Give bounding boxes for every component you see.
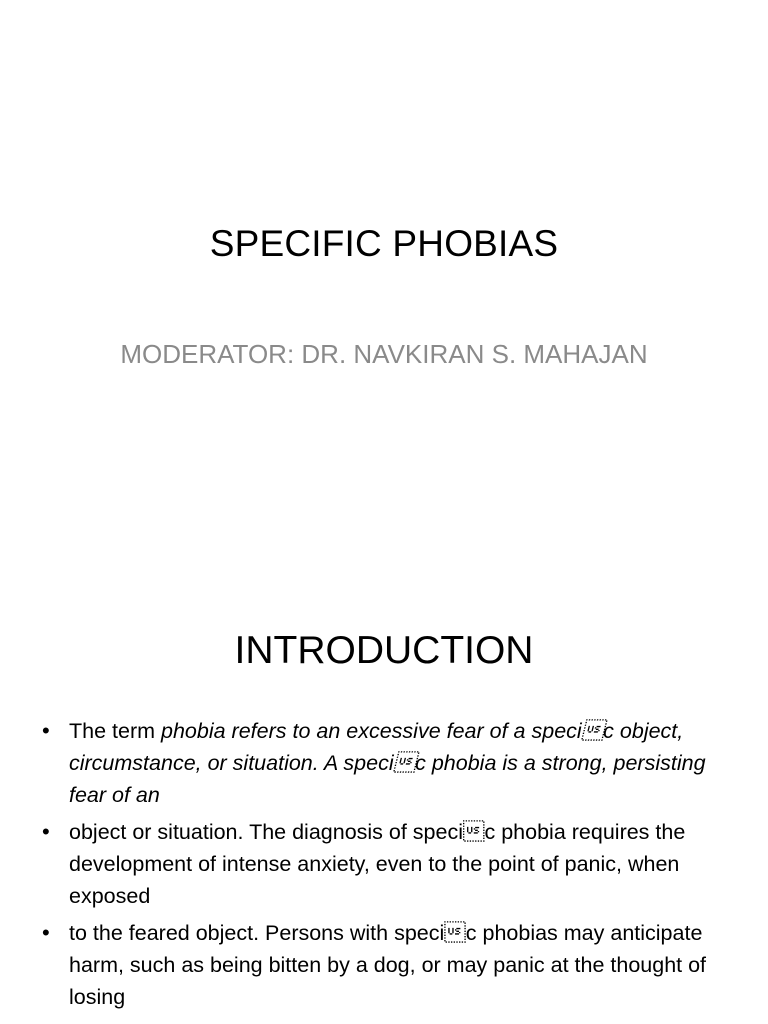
bullet-list: [42, 715, 732, 1018]
bullet-icon: •: [42, 819, 50, 844]
introduction-slide: [0, 576, 768, 1024]
bullet-item: [42, 715, 732, 811]
bullet-icon: •: [42, 920, 50, 945]
bullet-text: to the feared object. Persons with speci c phobias may anticipate harm, such as being bitten by a dog, or may panic at the thought of losing: [69, 921, 707, 1009]
bullet-item: [42, 917, 732, 1013]
bullet-icon: •: [42, 718, 50, 743]
bullet-text-italic: phobia refers to an excessive fear of a speci c object, circumstance, or situation. A speci c phobia is a strong, persisting fear of an: [69, 719, 706, 807]
bullet-text: The term: [69, 719, 161, 743]
slide-subtitle: MODERATOR: DR. NAVKIRAN S. MAHAJAN: [120, 339, 648, 369]
slide-title: INTRODUCTION: [234, 629, 534, 672]
slide-title: SPECIFIC PHOBIAS: [209, 223, 559, 264]
bullet-text: object or situation. The diagnosis of speci c phobia requires the development of intense anxiety, even to the point of panic, when exposed: [69, 820, 686, 908]
bullet-item: [42, 816, 732, 912]
